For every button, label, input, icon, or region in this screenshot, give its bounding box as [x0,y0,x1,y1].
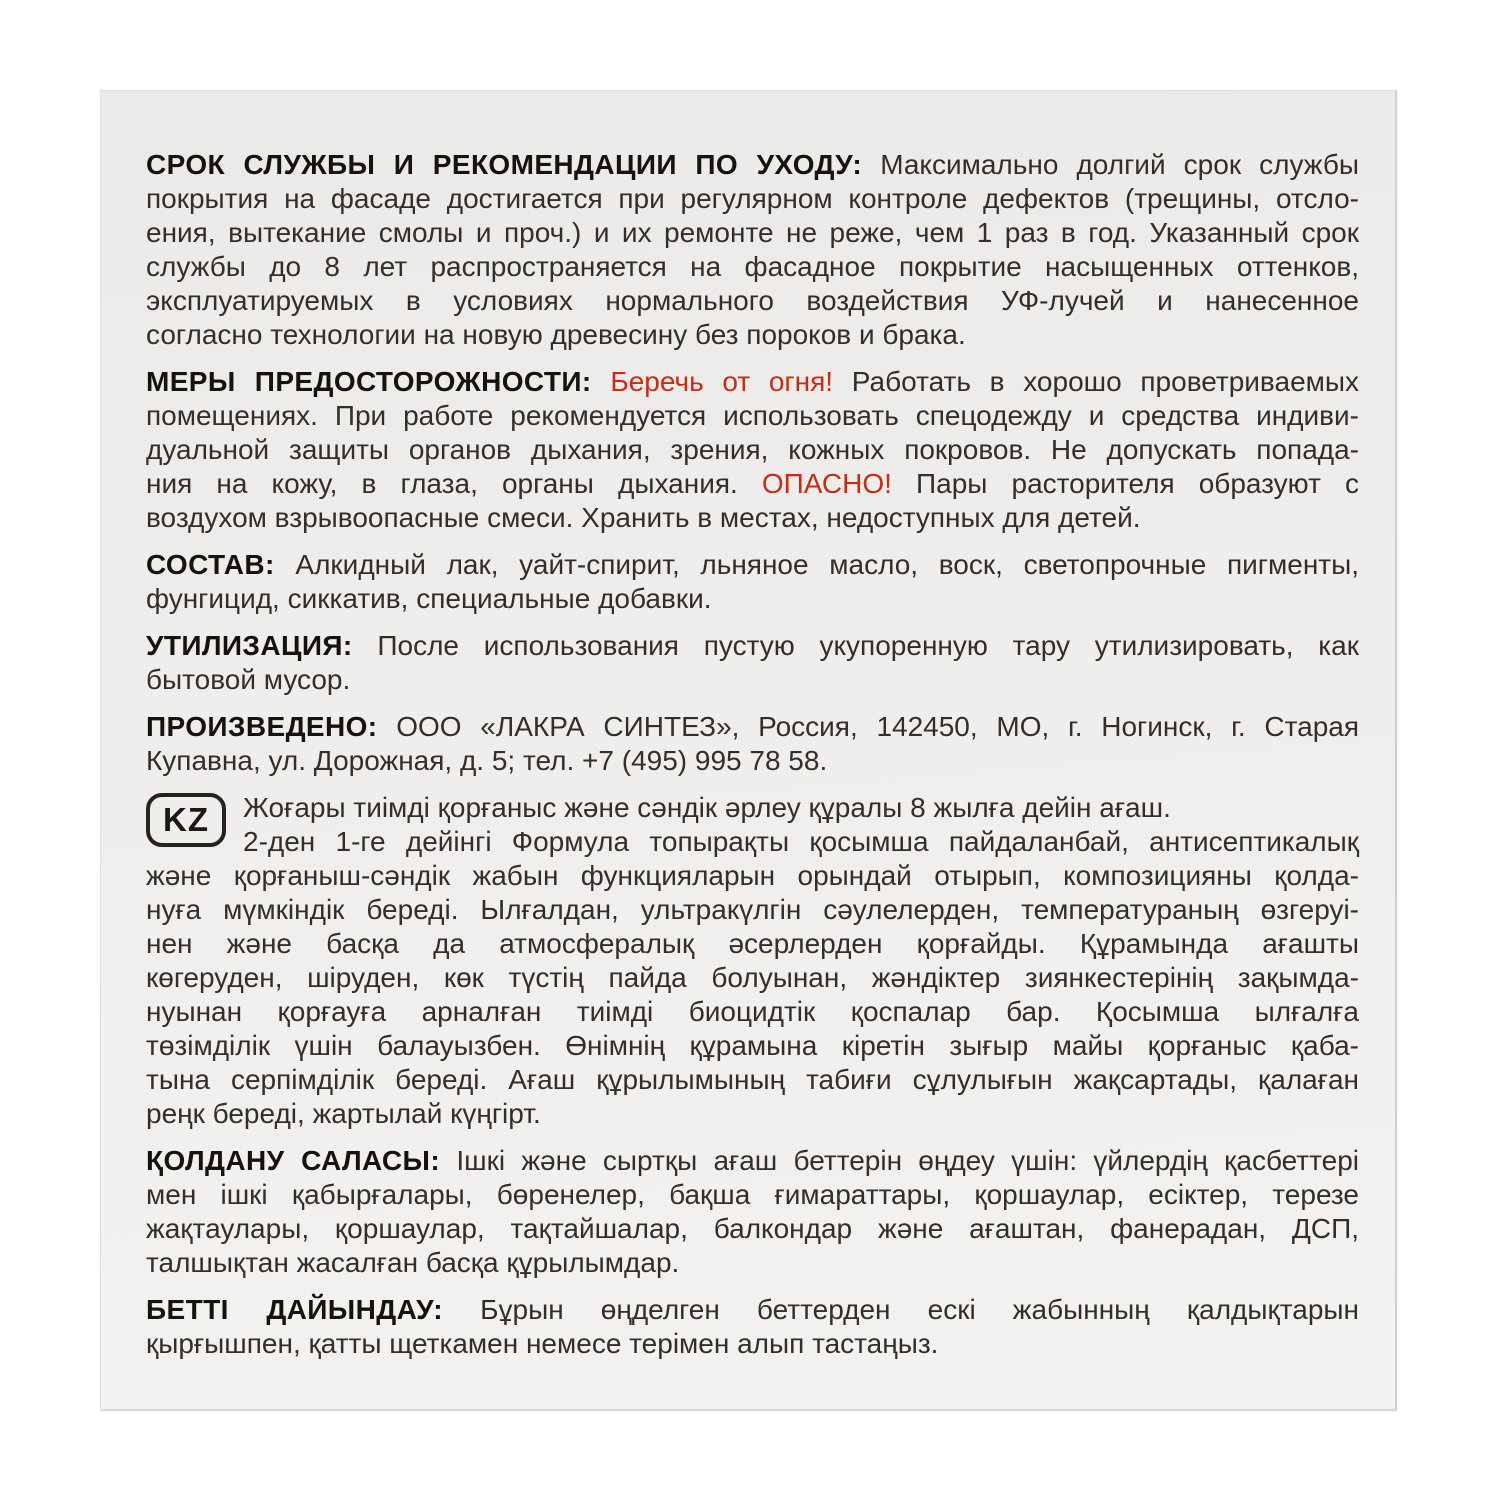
text-line [146,433,1359,467]
text-line [146,744,1359,778]
body-text: нуға мүмкіндік береді. Ылғалдан, ультракүлгін сәулелерден, температураның өзгеруі- [146,894,1359,925]
text-line [146,893,1359,927]
warning-text: Беречь от огня! [610,366,834,397]
section-heading: СОСТАВ: [146,549,275,580]
text-line [146,548,1359,582]
text-line [146,250,1359,284]
text-line [146,216,1359,250]
body-text: қырғышпен, қатты щеткамен немесе терімен алып тастаңыз. [146,1328,939,1359]
section-heading: СРОК СЛУЖБЫ И РЕКОМЕНДАЦИИ ПО УХОДУ: [146,149,863,180]
product-label [100,90,1397,1411]
text-line [146,927,1359,961]
body-text: және қорғаныш-сәндік жабын функцияларын орындай отырып, композицияны қолда- [146,860,1359,891]
section-composition [146,548,1359,616]
body-text: Ішкі және сыртқы ағаш беттерін өңдеу үшін: үйлердің қасбеттері [456,1145,1360,1176]
text-line [146,284,1359,318]
body-text: Купавна, ул. Дорожная, д. 5; тел. +7 (495) 995 78 58. [146,745,828,776]
body-text: службы до 8 лет распространяется на фасадное покрытие насыщенных оттенков, [146,251,1359,282]
text-line [146,995,1359,1029]
warning-text: ОПАСНО! [761,468,892,499]
body-text: көгеруден, шіруден, көк түстің пайда болуынан, жәндіктер зиянкестерінің зақымда- [146,962,1359,993]
text-line [146,1063,1359,1097]
text-line [146,318,1359,352]
body-text: Максимально долгий срок службы [880,149,1360,180]
section-heading: МЕРЫ ПРЕДОСТОРОЖНОСТИ: [146,366,592,397]
text-line [146,1178,1359,1212]
body-text: реңк береді, жартылай күңгірт. [146,1098,541,1129]
text-line [146,467,1359,501]
text-line [146,1293,1359,1327]
text-line [146,1327,1359,1361]
section-precautions [146,365,1359,535]
text-line [146,182,1359,216]
body-text: ООО «ЛАКРА СИНТЕЗ», Россия, 142450, МО, г. Ногинск, г. Старая [396,711,1359,742]
body-text: покрытия на фасаде достигается при регулярном контроле дефектов (трещины, отсло- [146,183,1359,214]
section-service-life [146,148,1359,352]
section-heading: ПРОИЗВЕДЕНО: [146,711,378,742]
body-text: После использования пустую укупоренную тару утилизировать, как [377,630,1359,661]
body-text: ения, вытекание смолы и проч.) и их ремонте не реже, чем 1 раз в год. Указанный срок [146,217,1359,248]
body-text: нуынан қорғауға арналған тиімді биоцидтік қоспалар бар. Қосымша ылғалға [146,996,1359,1027]
section-kz-surface-preparation [146,1293,1359,1361]
body-text: Пары расторителя образуют с [916,468,1360,499]
body-text: Алкидный лак, уайт-спирит, льняное масло, воск, светопрочные пигменты, [295,549,1360,580]
section-heading: БЕТТІ ДАЙЫНДАУ: [146,1294,443,1325]
text-line [146,859,1359,893]
text-line [146,365,1359,399]
text-line [146,629,1359,663]
text-line [146,501,1359,535]
body-text: воздухом взрывоопасные смеси. Хранить в местах, недоступных для детей. [146,502,1141,533]
body-text: төзімділік үшін балауызбен. Өнімнің құрамына кіретін зығыр майы қорғаныс қаба- [146,1030,1359,1061]
text-line [146,825,1359,859]
body-text: жақтаулары, қоршаулар, тақтайшалар, балкондар және ағаштан, фанерадан, ДСП, [146,1213,1359,1244]
section-heading: ҚОЛДАНУ САЛАСЫ: [146,1145,441,1176]
body-text: талшықтан жасалған басқа құрылымдар. [146,1247,680,1278]
body-text: тына серпімділік береді. Ағаш құрылымының табиғи сұлулығын жақсартады, қалаған [146,1064,1359,1095]
text-line [146,710,1359,744]
text-line [146,399,1359,433]
body-text: ния на кожу, в глаза, органы дыхания. [146,468,738,499]
body-text: эксплуатируемых в условиях нормального воздействия УФ-лучей и нанесенное [146,285,1359,316]
text-line [146,791,1359,825]
label-sections [146,148,1359,1361]
text-line [146,1212,1359,1246]
body-text: мен ішкі қабырғалары, бөренелер, бақша ғимараттары, қоршаулар, есіктер, терезе [146,1179,1359,1210]
body-text: нен және басқа да атмосфералық әсерлерден қорғайды. Құрамында ағашты [146,928,1359,959]
body-text: Работать в хорошо проветриваемых [851,366,1360,397]
text-line [146,1144,1359,1178]
text-line [146,1029,1359,1063]
body-text: дуальной защиты органов дыхания, зрения, кожных покровов. Не допускать попада- [146,434,1359,465]
text-line [146,961,1359,995]
text-line [146,582,1359,616]
section-kz-application-area [146,1144,1359,1280]
section-kz-description [146,791,1359,1131]
body-text: согласно технологии на новую древесину без пороков и брака. [146,319,966,350]
body-text: бытовой мусор. [146,664,351,695]
text-line [146,1097,1359,1131]
text-line [146,1246,1359,1280]
body-text: Бұрын өңделген беттерден ескі жабынның қалдықтарын [480,1294,1360,1325]
kz-language-badge: KZ [146,793,226,847]
text-line [146,148,1359,182]
section-manufacturer [146,710,1359,778]
text-line [146,663,1359,697]
section-heading: УТИЛИЗАЦИЯ: [146,630,353,661]
body-text: 2-ден 1-ге дейінгі Формула топырақты қосымша пайдаланбай, антисептикалық [243,826,1359,857]
body-text: Жоғары тиімді қорғаныс және сәндік әрлеу құралы 8 жылға дейін ағаш. [243,792,1171,823]
body-text: фунгицид, сиккатив, специальные добавки. [146,583,712,614]
body-text: помещениях. При работе рекомендуется использовать спецодежду и средства индиви- [146,400,1359,431]
section-disposal [146,629,1359,697]
